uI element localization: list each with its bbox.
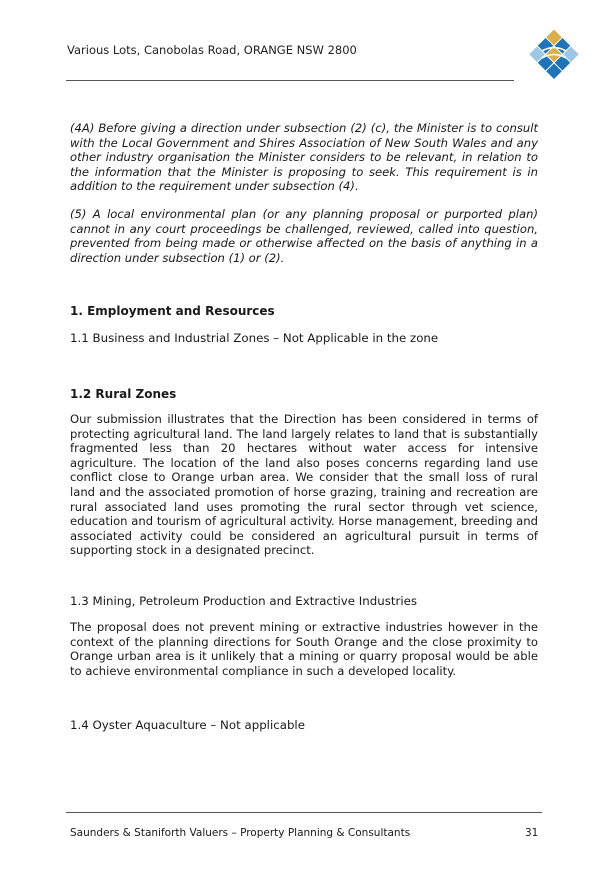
header-address: Various Lots, Canobolas Road, ORANGE NSW 2800: [67, 43, 357, 57]
footer-company: Saunders & Staniforth Valuers – Property Planning & Consultants: [70, 827, 411, 839]
footer-divider: [66, 812, 542, 813]
rural-zones-body: Our submission illustrates that the Direction has been considered in terms of protecting agricultural land. The land largely relates to land that is substantially fragmented less than 20 hectares without water access for intensive agriculture. The location of the land also poses concerns regarding land use conflict close to Orange urban area. We consider that the small loss of rural land and the associated promotion of horse grazing, training and recreation are rural associated land uses promoting the rural sector through vet science, education and tourism of agricultural activity. Horse management, breeding and associated activity could be considered an agricultural pursuit in terms of supporting stock in a designated precinct.: [70, 412, 538, 558]
section-heading-employment: 1. Employment and Resources: [70, 304, 275, 318]
mining-body: The proposal does not prevent mining or extractive industries however in the context of the planning directions for South Orange and the close proximity to Orange urban area is it unlikely that a mining or quarry proposal would be able to achieve environmental compliance in such a developed locality.: [70, 620, 538, 678]
header-divider: [66, 80, 514, 81]
quote-5: (5) A local environmental plan (or any planning proposal or purported plan) cannot in any court proceedings be challenged, reviewed, called into question, prevented from being made or otherwise affected on the basis of anything in a direction under subsection (1) or (2).: [70, 207, 538, 265]
page-number: 31: [525, 827, 539, 839]
quote-4a: (4A) Before giving a direction under subsection (2) (c), the Minister is to consult with the Local Government and Shires Association of New South Wales and any other industry organisation the Minister considers to be relevant, in relation to the information that the Minister is proposing to seek. This requirement is in addition to the requirement under subsection (4).: [70, 121, 538, 194]
company-logo: [526, 26, 582, 84]
item-1-1: 1.1 Business and Industrial Zones – Not Applicable in the zone: [70, 331, 439, 345]
diamond-logo-icon: [526, 26, 582, 84]
item-1-4: 1.4 Oyster Aquaculture – Not applicable: [70, 718, 305, 732]
heading-rural-zones: 1.2 Rural Zones: [70, 387, 177, 401]
heading-mining: 1.3 Mining, Petroleum Production and Extractive Industries: [70, 594, 418, 608]
